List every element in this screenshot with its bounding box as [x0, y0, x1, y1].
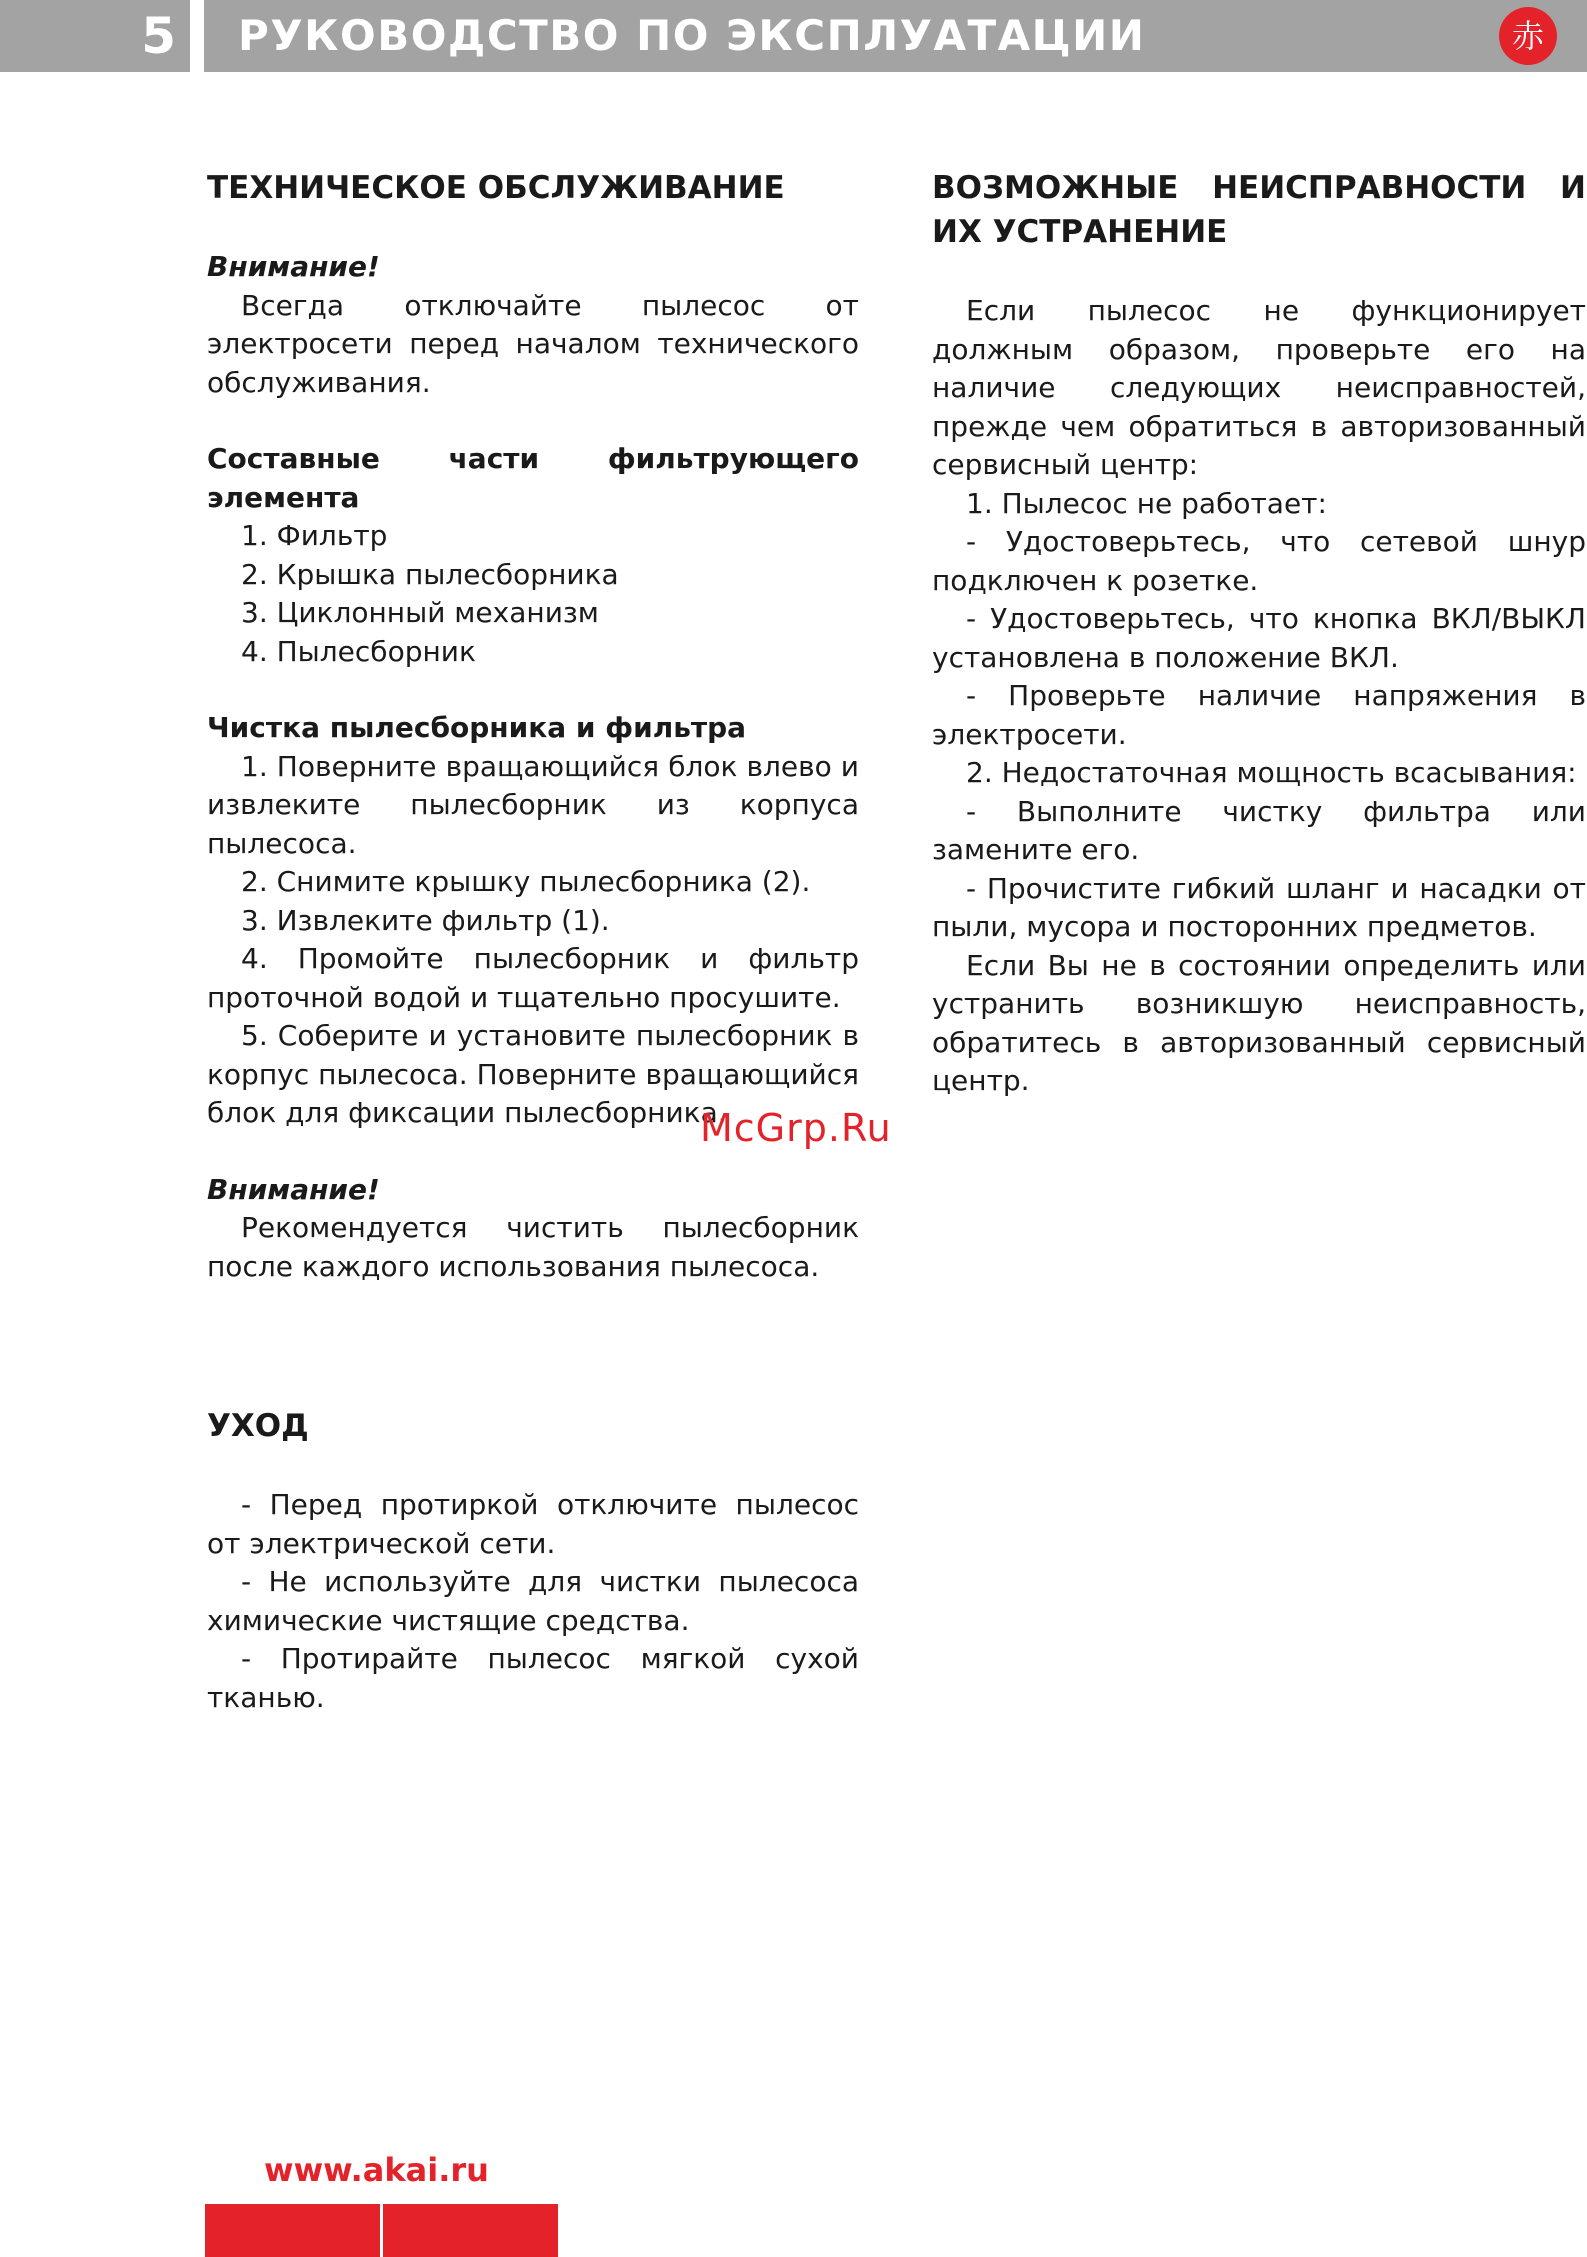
problem-heading: 2. Недостаточная мощность всасывания:: [966, 756, 1577, 789]
footer-tab-right: [383, 2204, 558, 2257]
list-item: 1. Фильтр: [241, 519, 388, 552]
parts-title: Составные части фильтрующего элемента: [207, 442, 859, 514]
cleaning-step: 2. Снимите крышку пылесборника (2).: [241, 865, 811, 898]
cleaning-step: 4. Промойте пылесборник и фильтр проточной водой и тщательно просушите.: [207, 942, 859, 1014]
right-column: [932, 166, 1586, 1101]
attention-label: Внимание!: [207, 1172, 380, 1206]
troubleshooting-title: ВОЗМОЖНЫЕ НЕИСПРАВНОСТИ И ИХ УСТРАНЕНИЕ: [932, 170, 1586, 250]
list-item: 4. Пылесборник: [241, 634, 476, 668]
cleaning-step: 5. Соберите и установите пылесборник в корпус пылесоса. Поверните вращающийся блок для фиксации пылесборника.: [207, 1019, 859, 1129]
list-item: 3. Циклонный механизм: [241, 596, 599, 629]
closing-text: Если Вы не в состоянии определить или устранить возникшую неисправность, обратитесь в авторизованный сервисный центр.: [932, 948, 1586, 1097]
attention-text: Рекомендуется чистить пылесборник после каждого использования пылесоса.: [207, 1211, 859, 1283]
care-item: - Не используйте для чистки пылесоса химические чистящие средства.: [207, 1565, 859, 1637]
care-title: УХОД: [207, 1408, 309, 1444]
watermark: McGrp.Ru: [700, 1106, 892, 1150]
logo-glyph: 赤: [1511, 17, 1544, 55]
cleaning-step: 3. Извлеките фильтр (1).: [241, 903, 610, 937]
care-item: - Протирайте пылесос мягкой сухой тканью.: [207, 1642, 859, 1714]
left-column: [207, 166, 859, 1717]
footer-tab-left: [205, 2204, 380, 2257]
problem-item: - Удостоверьтесь, что сетевой шнур подключен к розетке.: [932, 525, 1586, 597]
page-title: РУКОВОДСТВО ПО ЭКСПЛУАТАЦИИ: [238, 11, 1146, 60]
cleaning-step: 1. Поверните вращающийся блок влево и извлеките пылесборник из корпуса пылесоса.: [207, 749, 859, 860]
problem-item: - Проверьте наличие напряжения в электросети.: [932, 679, 1586, 751]
website-link[interactable]: www.akai.ru: [264, 2151, 489, 2189]
problem-item: - Удостоверьтесь, что кнопка ВКЛ/ВЫКЛ установлена в положение ВКЛ.: [932, 602, 1586, 674]
maintenance-title: ТЕХНИЧЕСКОЕ ОБСЛУЖИВАНИЕ: [207, 170, 785, 206]
page-number-block: [0, 0, 190, 72]
attention-text: Всегда отключайте пылесос от электросети перед началом технического обслуживания.: [207, 288, 859, 399]
problem-item: - Выполните чистку фильтра или замените его.: [932, 794, 1586, 866]
akai-logo-icon: [1499, 7, 1557, 65]
problem-item: - Прочистите гибкий шланг и насадки от пыли, мусора и посторонних предметов.: [932, 871, 1586, 943]
cleaning-title: Чистка пылесборника и фильтра: [207, 711, 747, 744]
list-item: 2. Крышка пылесборника: [241, 557, 619, 591]
care-item: - Перед протиркой отключите пылесос от электрической сети.: [207, 1488, 859, 1560]
attention-label: Внимание!: [207, 250, 380, 283]
problem-heading: 1. Пылесос не работает:: [966, 486, 1327, 520]
troubleshooting-intro: Если пылесос не функционирует должным образом, проверьте его на наличие следующих неисправностей, прежде чем обратиться в авторизованный сервисный центр:: [932, 294, 1586, 481]
header-bar: [204, 0, 1587, 72]
page-number: 5: [141, 7, 176, 65]
